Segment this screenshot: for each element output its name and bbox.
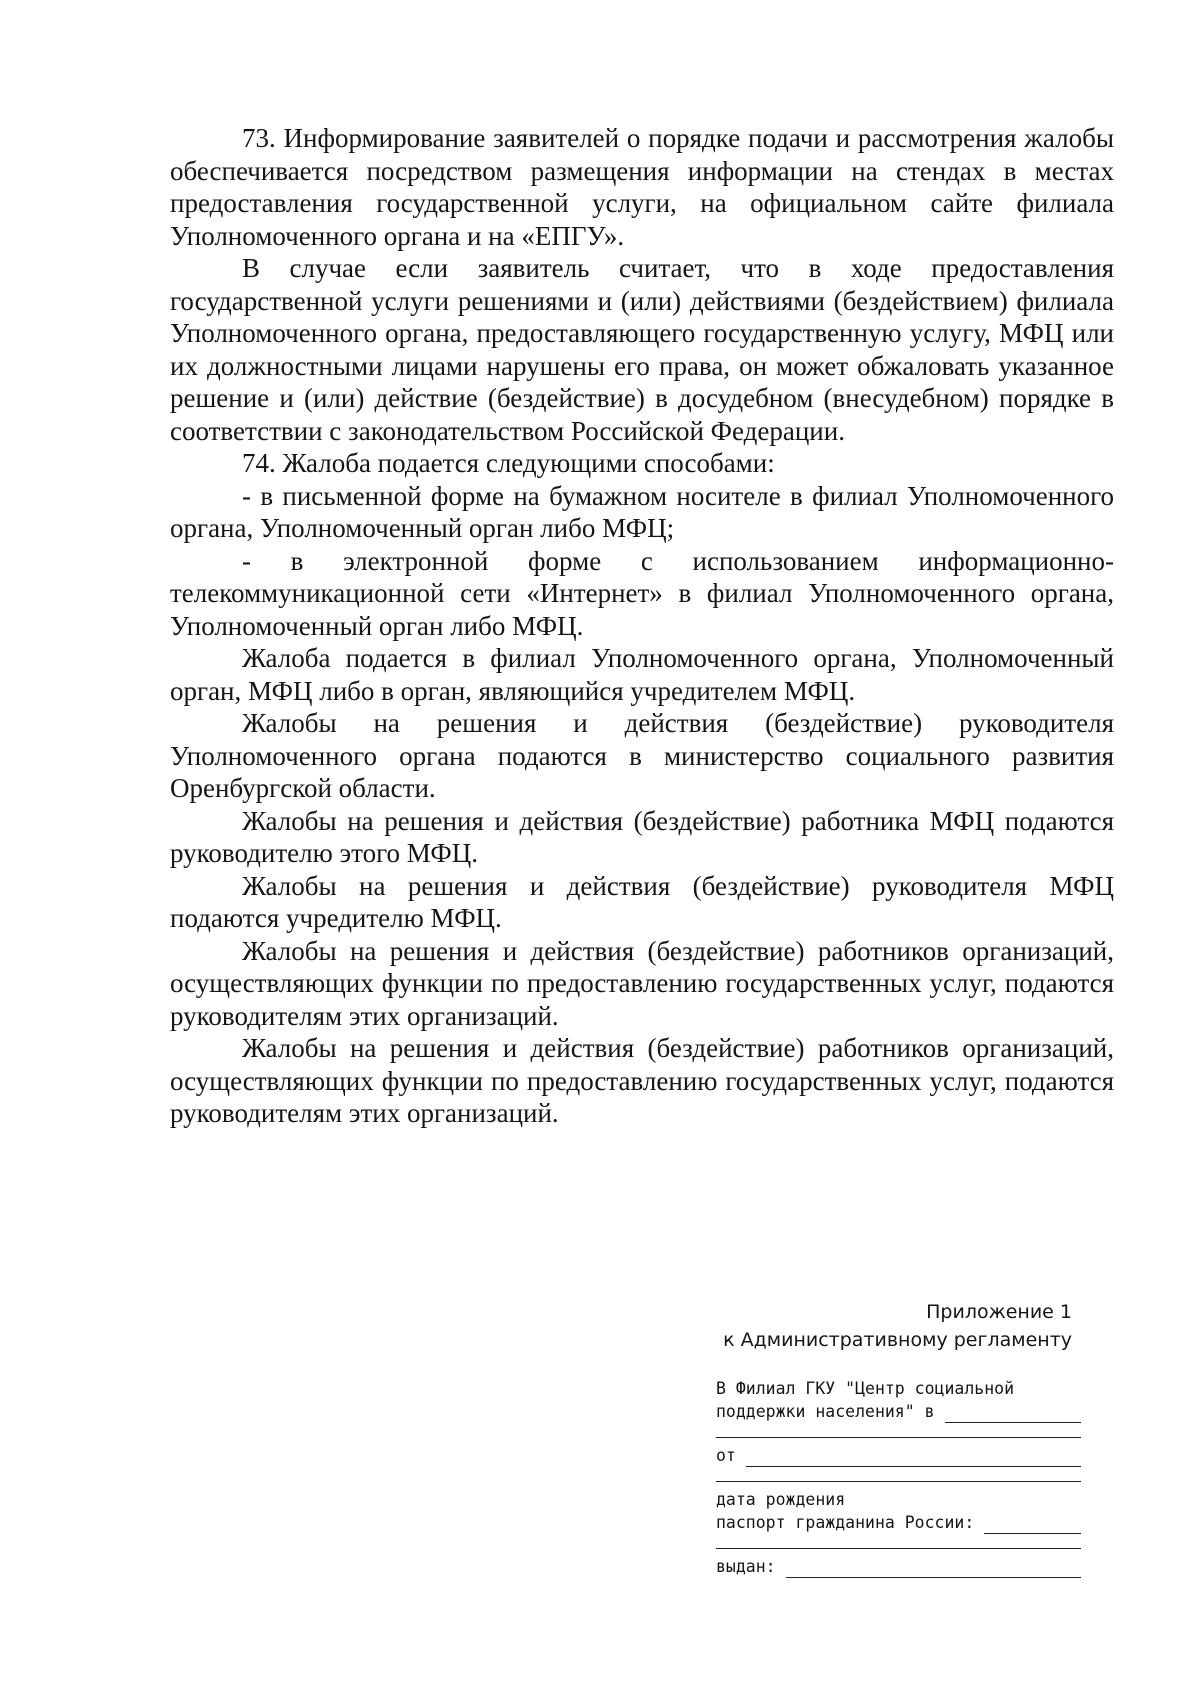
appendix-heading <box>640 1298 1072 1354</box>
appendix-number: Приложение 1 <box>926 1301 1072 1323</box>
addressee-blank-line <box>716 1423 1081 1438</box>
addressee-text-1: В Филиал ГКУ "Центр социальной <box>716 1379 1015 1398</box>
passport-blank <box>984 1517 1081 1534</box>
addressee-line-1 <box>716 1377 1081 1400</box>
paragraph-mfc-employee: Жалобы на решения и действия (бездействие) работника МФЦ подаются руководителю этого МФЦ. <box>170 805 1114 868</box>
list-item-electronic-form: - в электронной форме с использованием информационно-телекоммуникационной сети «Интернет» в филиал Уполномоченного органа, Уполномоченный орган либо МФЦ. <box>170 545 1114 641</box>
appendix-reference: к Административному регламенту <box>723 1329 1072 1351</box>
issued-line <box>716 1555 1081 1578</box>
paragraph-organizations-repeat: Жалобы на решения и действия (бездействие) работников организаций, осуществляющих функции по предоставлению государственных услуг, подаются руководителям этих организаций. <box>170 1033 1114 1128</box>
from-label: от <box>716 1446 736 1465</box>
passport-blank-line <box>716 1534 1081 1549</box>
from-blank-line <box>716 1467 1081 1482</box>
issued-blank <box>786 1561 1081 1578</box>
paragraph-head-authority: Жалобы на решения и действия (бездействие) руководителя Уполномоченного органа подаются в министерство социального развития Оренбургской области. <box>170 708 1114 803</box>
addressee-text-2: поддержки населения" в <box>716 1402 935 1421</box>
paragraph-74: 74. Жалоба подается следующими способами: <box>242 448 775 478</box>
issued-label: выдан: <box>716 1557 776 1576</box>
addressee-blank <box>945 1406 1081 1423</box>
paragraph-organizations: Жалобы на решения и действия (бездействие) работников организаций, осуществляющих функции по предоставлению государственных услуг, подаются руководителям этих организаций. <box>170 935 1114 1031</box>
birth-date-label: дата рождения <box>716 1490 846 1509</box>
paragraph-appeal-right: В случае если заявитель считает, что в ходе предоставления государственной услуги решениями и (или) действиями (бездействием) филиала Уполномоченного органа, предоставляющего государственную услугу, МФЦ или их должностными лицами нарушены его права, он может обжаловать указанное решение и (или) действие (бездействие) в досудебном (внесудебном) порядке в соответствии с законодательством Российской Федерации. <box>170 253 1114 446</box>
application-form-header <box>716 1377 1081 1578</box>
paragraph-73: 73. Информирование заявителей о порядке подачи и рассмотрения жалобы обеспечивается посредством размещения информации на стендах в местах предоставления государственной услуги, на официальном сайте филиала Уполномоченного органа и на «ЕПГУ». <box>170 123 1114 251</box>
addressee-line-2 <box>716 1400 1081 1423</box>
paragraph-mfc-head: Жалобы на решения и действия (бездействие) руководителя МФЦ подаются учредителю МФЦ. <box>170 870 1114 933</box>
document-body <box>170 122 1114 1130</box>
list-item-paper-form: - в письменной форме на бумажном носителе в филиал Уполномоченного органа, Уполномоченный орган либо МФЦ; <box>170 480 1114 543</box>
paragraph-where-submitted: Жалоба подается в филиал Уполномоченного органа, Уполномоченный орган, МФЦ либо в орган, являющийся учредителем МФЦ. <box>170 643 1114 706</box>
passport-line <box>716 1511 1081 1534</box>
passport-label: паспорт гражданина России: <box>716 1513 975 1532</box>
from-blank <box>746 1450 1081 1467</box>
from-line <box>716 1444 1081 1467</box>
birth-date-line <box>716 1488 1081 1511</box>
